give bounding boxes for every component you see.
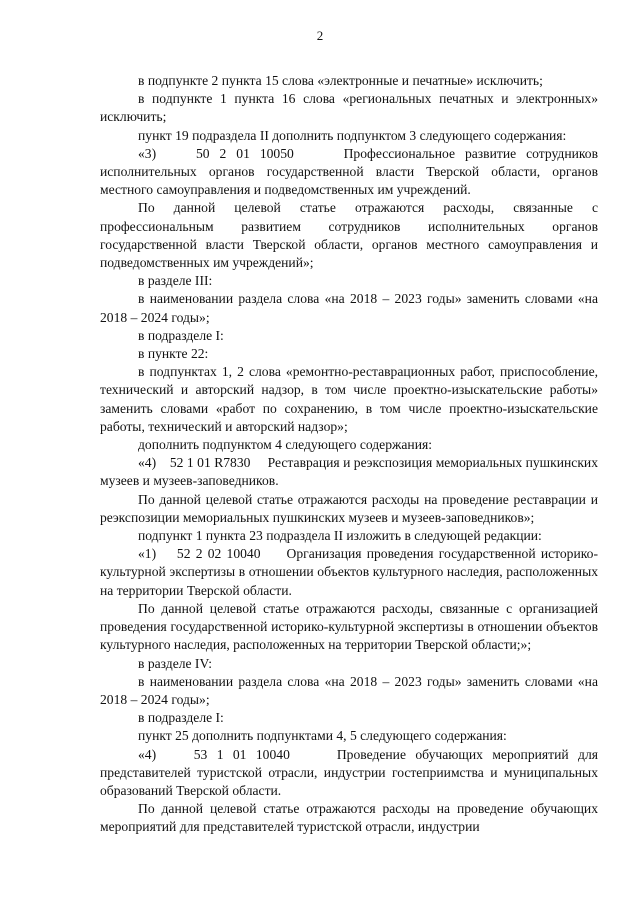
paragraph: в подпункте 2 пункта 15 слова «электронные и печатные» исключить; bbox=[138, 73, 543, 88]
paragraph: «1) 52 2 02 10040 Организация проведения государственной историко-культурной экспертизы в отношении объектов культурного наследия, расположенных на территории Тверской области. bbox=[100, 546, 598, 598]
paragraph: в наименовании раздела слова «на 2018 – 2023 годы» заменить словами «на 2018 – 2024 годы»; bbox=[100, 673, 598, 707]
document-body bbox=[100, 72, 598, 837]
paragraph: в разделе III: bbox=[138, 273, 213, 289]
paragraph: «4) 53 1 01 10040 Проведение обучающих мероприятий для представителей туристской отрасли, индустрии гостеприимства и муниципальных образований Тверской области. bbox=[100, 746, 598, 798]
paragraph: в наименовании раздела слова «на 2018 – 2023 годы» заменить словами «на 2018 – 2024 годы»; bbox=[100, 291, 598, 325]
page-number: 2 bbox=[316, 28, 324, 43]
paragraph: подпункт 1 пункта 23 подраздела II изложить в следующей редакции: bbox=[138, 528, 542, 544]
paragraph: в подразделе I: bbox=[138, 710, 224, 726]
paragraph: «3) 50 2 01 10050 Профессиональное развитие сотрудников исполнительных органов государственной власти Тверской области, органов местного самоуправления и подведомственных им учреждений. bbox=[100, 145, 598, 198]
paragraph: дополнить подпунктом 4 следующего содержания: bbox=[138, 437, 433, 453]
paragraph: в пункте 22: bbox=[138, 346, 209, 362]
paragraph: пункт 19 подраздела II дополнить подпунктом 3 следующего содержания: bbox=[138, 127, 567, 143]
paragraph: в подразделе I: bbox=[138, 327, 224, 343]
paragraph: в разделе IV: bbox=[138, 655, 213, 671]
paragraph: По данной целевой статье отражаются расходы на проведение обучающих мероприятий для представителей туристской отрасли, индустрии bbox=[100, 801, 598, 835]
paragraph: в подпунктах 1, 2 слова «ремонтно-реставрационных работ, приспособление, технический и авторский надзор, в том числе проектно-изыскательские работы» заменить словами «работ по сохранению, в том числе проектно-изыскательские работы, технический и авторский надзор»; bbox=[100, 364, 598, 434]
paragraph: «4) 52 1 01 R7830 Реставрация и реэкспозиция мемориальных пушкинских музеев и музеев-заповедников. bbox=[100, 455, 598, 489]
paragraph: в подпункте 1 пункта 16 слова «региональных печатных и электронных» исключить; bbox=[100, 91, 598, 125]
paragraph: По данной целевой статье отражаются расходы, связанные с организацией проведения государственной историко-культурной экспертизы в отношении объектов культурного наследия, расположенных на территории Тверской области;»; bbox=[100, 600, 598, 653]
paragraph: пункт 25 дополнить подпунктами 4, 5 следующего содержания: bbox=[138, 728, 507, 744]
paragraph: По данной целевой статье отражаются расходы, связанные с профессиональным развитием сотрудников исполнительных органов государственной власти Тверской области, органов местного самоуправления и подведомственных им учреждений»; bbox=[100, 200, 598, 271]
paragraph: По данной целевой статье отражаются расходы на проведение реставрации и реэкспозиции мемориальных пушкинских музеев и музеев-заповедников»; bbox=[100, 491, 598, 525]
